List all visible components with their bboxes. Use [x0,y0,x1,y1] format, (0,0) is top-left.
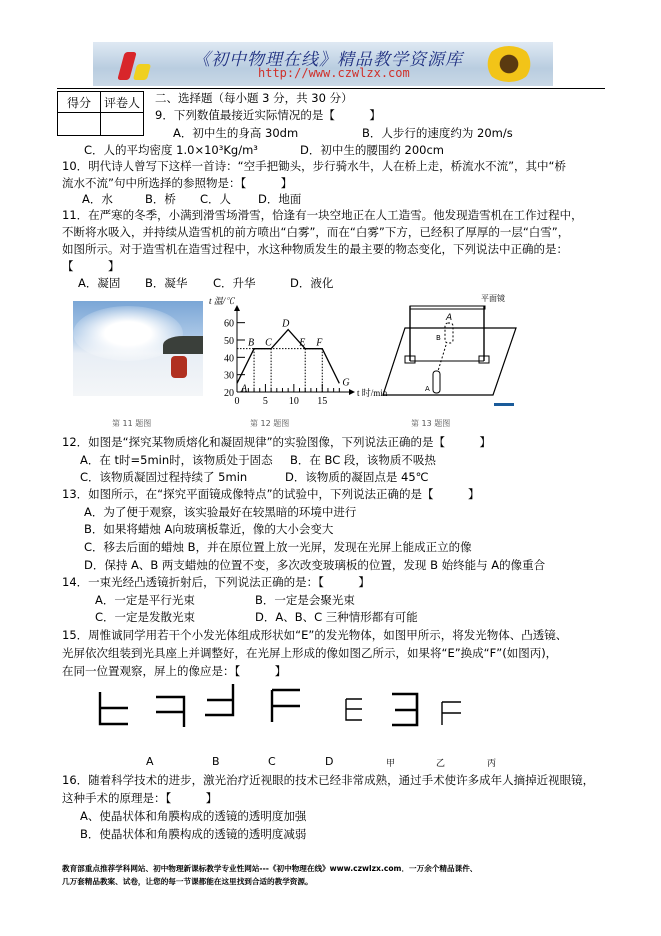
q11-stem-2: 不断将水吸入，并持续从造雪机的前方喷出“白雾”，而在“白雾”下方，已经积了厚厚的一层“白雪”， [62,225,570,239]
y-axis-arrow [234,305,240,311]
label-d: D [325,755,334,768]
score-cell [58,113,101,136]
mirror-top [410,306,485,309]
x-axis-arrow [349,389,355,395]
label-jia: 甲 [386,759,396,769]
option-c-shape [205,684,233,715]
snow-machine-photo [73,301,203,396]
q13-option-c: C．移去后面的蜡烛 B，并在原位置上放一光屏，发现在光屏上能成正立的像 [84,540,472,554]
section-title: 二、选择题（每小题 3 分，共 30 分） [155,91,353,105]
label-a: A [146,755,154,768]
q14-option-d: D．A、B、C 三种情形都有可能 [255,610,418,624]
q11-option-d: D．液化 [290,276,334,290]
label-b: B [212,755,220,768]
q9-option-c: C．人的平均密度 1.0×10³Kg/m³ [84,143,258,157]
candle-b-icon [445,323,453,343]
q9-stem: 9．下列数值最接近实际情况的是【 】 [155,108,381,122]
q16-option-b: B．使晶状体和角膜构成的透镜的透明度减弱 [80,827,307,841]
candle-b-label: B [436,334,441,342]
point-label-A: A [241,383,248,395]
figure-13-caption: 第 13 题图 [411,419,451,428]
svg-text:A: A [446,313,453,323]
y-tick-label: 60 [224,318,234,330]
figure-jia-E [346,699,362,720]
q11-stem-3: 如图所示。对于造雪机在造雪过程中，水这种物质发生的最主要的物态变化，下列说法中正确的是： [62,242,568,256]
q11-option-c: C．升华 [213,276,256,290]
point-label-E: E [299,337,306,349]
point-label-G: G [342,377,350,389]
q14-option-a: A．一定是平行光束 [95,593,195,607]
q12-option-b: B．在 BC 段，该物质不吸热 [290,453,436,467]
melting-curve-chart [207,296,388,410]
q15-letter-figures [90,682,530,748]
q15-stem-3: 在同一位置观察，屏上的像应是：【 】 [62,664,287,678]
mirror-label: 平面镜 [481,294,505,303]
q10-option-b: B．桥 [145,192,176,206]
q13-option-a: A．为了便于观察，该实验最好在较黑暗的环境中进行 [84,505,357,519]
q12-option-a: A．在 t时=5min时，该物质处于固态 [80,453,273,467]
grader-header: 评卷人 [101,92,144,113]
q11-option-b: B．凝华 [145,276,188,290]
q9-option-d: D．初中生的腰围约 200cm [300,143,444,157]
grader-cell [101,113,144,136]
y-tick-label: 20 [224,388,234,399]
q11-bracket: 【 】 [62,259,120,273]
site-banner [93,42,553,86]
q12-option-c: C．该物质凝固过程持续了 5min [80,470,248,484]
y-tick-label: 40 [224,353,234,365]
label-c: C [268,755,276,768]
option-d-shape [272,690,300,722]
q16-option-a: A、使晶状体和角膜构成的透镜的透明度加强 [80,809,307,823]
q10-stem-2: 流水不流”句中所选择的参照物是：【 】 [62,176,293,190]
q10-stem-1: 10．明代诗人曾写下这样一首诗：“空手把锄头，步行骑水牛，人在桥上走，桥流水不流”，其中“桥 [62,159,567,173]
candle-a-label: A [425,385,430,393]
q10-option-c: C．人 [200,192,232,206]
figure-bing-F [442,702,461,725]
q12-stem: 12．如图是“探究某物质熔化和凝固规律”的实验图像，下列说法正确的是【 】 [62,435,492,449]
q10-option-d: D．地面 [258,192,302,206]
q11-stem-1: 11．在严寒的冬季，小满到滑雪场滑雪，恰逢有一块空地正在人工造雪。他发现造雪机在工作过程中， [62,208,583,222]
q13-option-d: D．保持 A、B 两支蜡烛的位置不变，多次改变玻璃板的位置，发现 B 始终能与 A的像重合 [84,558,546,572]
footer-line-2: 几万套精品教案、试卷，让您的每一节课都能在这里找到合适的教学资源。 [62,877,313,886]
q14-option-c: C．一定是发散光束 [95,610,196,624]
option-b-shape [156,697,184,727]
q13-option-b: B．如果将蜡烛 A向玻璃板靠近，像的大小会变大 [84,522,334,536]
y-axis-label: t 温/℃ [209,296,235,306]
q9-option-a: A．初中生的身高 30dm [173,126,299,140]
figure-11-caption: 第 11 题图 [112,419,152,428]
candle-a-icon [433,371,440,393]
x-axis-label: t 时/min [357,388,388,398]
point-label-B: B [248,337,255,349]
point-label-D: D [282,318,290,330]
label-bing: 丙 [487,759,497,769]
x-tick-label: 10 [288,396,299,407]
q14-option-b: B．一定是会聚光束 [255,593,355,607]
q15-stem-2: 光屏依次组装到光具座上并调整好，在光屏上形成的像如图乙所示，如果将“E”换成“F”(如图丙)， [62,646,558,660]
q14-stem: 14．一束光经凸透镜折射后，下列说法正确的是：【 】 [62,575,370,589]
footer-line-1: 教育部重点推荐学科网站、初中物理新课标教学专业性网站---《初中物理在线》www.czwlzx.com．一万余个精品课件、 [62,864,478,873]
q10-option-a: A．水 [82,192,113,206]
score-table [57,91,144,136]
x-tick-label: 5 [262,396,268,407]
point-label-C: C [265,337,272,349]
plane-mirror-diagram [383,293,523,408]
q13-stem: 13．如图所示，在“探究平面镜成像特点”的试验中，下列说法正确的是【 】 [62,487,480,501]
banner-url: http://www.czwlzx.com [258,66,410,80]
q16-stem-1: 16．随着科学技术的进步，激光治疗近视眼的技术已经非常成熟，通过手术使许多成年人摘掉近视眼镜， [62,773,595,787]
figure-12-caption: 第 12 题图 [250,419,290,428]
q11-option-a: A．凝固 [78,276,121,290]
q9-option-b: B．人步行的速度约为 20m/s [362,126,513,140]
divider [57,88,605,89]
score-header: 得分 [58,92,101,113]
logo-icon-accent [133,64,151,80]
y-tick-label: 30 [224,370,234,382]
q12-option-d: D．该物质的凝固点是 45℃ [285,470,429,484]
banner-title: 《初中物理在线》精品教学资源库 [193,50,463,70]
q15-stem-1: 15．周惟诚同学用若干个小发光体组成形状如“E”的发光物体，如图甲所示，将发光物体、凸透镜、 [62,628,568,642]
sunflower-icon [485,46,533,82]
point-label-F: F [316,337,323,349]
q16-stem-2: 这种手术的原理是：【 】 [62,791,218,805]
x-tick-label: 0 [234,396,240,407]
figure-yi-E [392,694,417,725]
y-tick-label: 50 [224,336,234,347]
label-yi: 乙 [436,759,446,769]
option-a-shape [100,692,128,724]
x-tick-label: 15 [317,396,328,407]
